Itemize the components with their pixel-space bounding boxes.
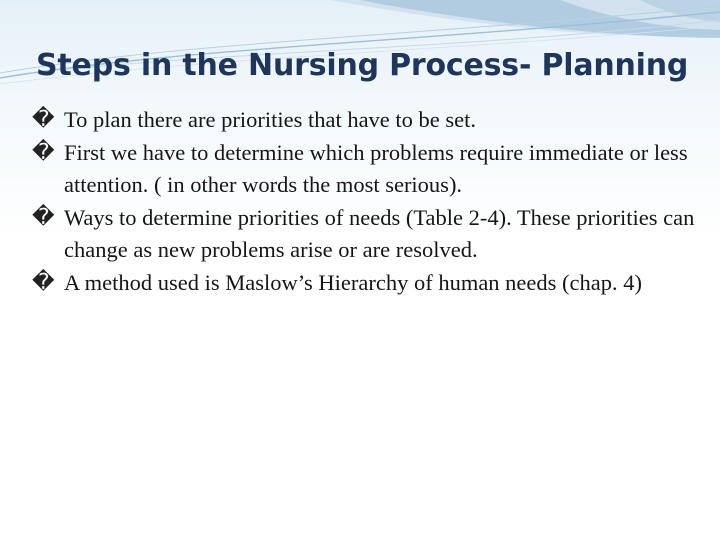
- bullet-item: [32, 104, 702, 137]
- bullet-item: [32, 202, 702, 267]
- bullet-marker-icon: �: [32, 204, 55, 230]
- bullet-text: To plan there are priorities that have to be set.: [64, 107, 477, 132]
- bullet-text: Ways to determine priorities of needs (Table 2-4). These priorities can change as new problems arise or are resolved.: [64, 204, 695, 263]
- bullet-item: [32, 137, 702, 202]
- bullet-marker-icon: �: [32, 269, 55, 295]
- bullet-text: A method used is Maslow’s Hierarchy of human needs (chap. 4): [64, 269, 642, 295]
- bullet-item: [32, 267, 702, 300]
- bullet-marker-icon: �: [32, 139, 55, 165]
- bullet-list: [32, 104, 702, 300]
- bullet-text: First we have to determine which problems require immediate or less attention. ( in other words the most serious).: [64, 139, 688, 198]
- slide-title: Steps in the Nursing Process- Planning: [36, 48, 689, 83]
- bullet-marker-icon: �: [32, 107, 55, 132]
